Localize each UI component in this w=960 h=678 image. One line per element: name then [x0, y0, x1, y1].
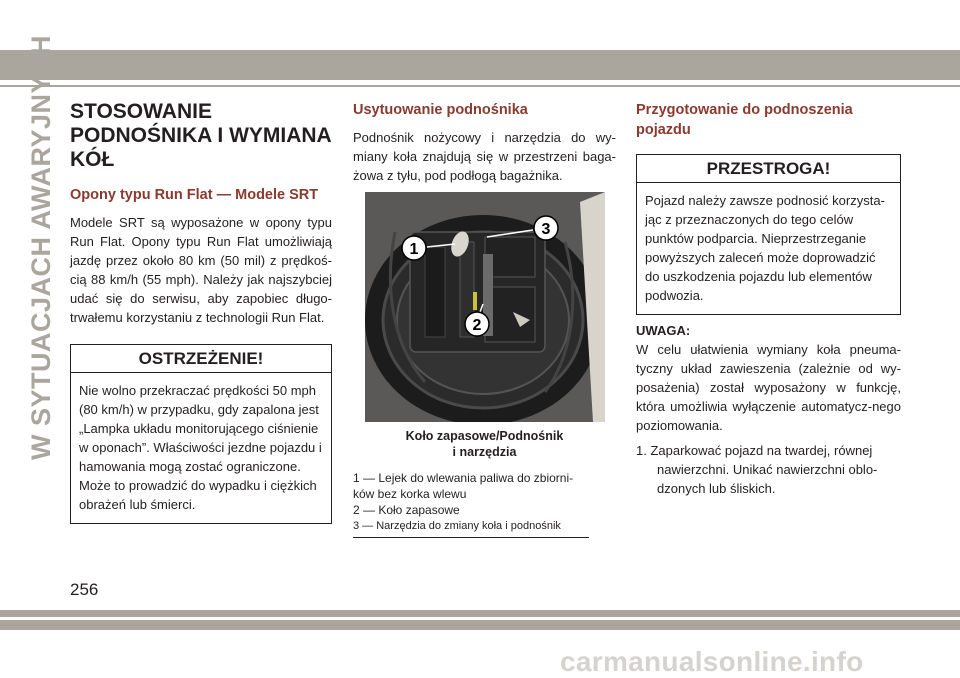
figure-caption-line: i narzędzia	[452, 445, 517, 459]
main-heading-line: PODNOŚNIKA I WYMIANA	[70, 124, 332, 147]
top-header-line	[0, 85, 960, 87]
column-2	[353, 100, 616, 538]
warning-box	[70, 344, 332, 524]
jack-location-paragraph: Podnośnik nożycowy i narzędzia do wy-miany koła znajdują się w przestrzeni baga-żowa z tyłu, pod podłogą bagażnika.	[353, 130, 616, 183]
bottom-footer-bar	[0, 610, 960, 617]
callout-3	[534, 216, 558, 240]
step-text: Zaparkować pojazd na twardej, równej nawierzchni. Unikać nawierzchni oblo-dzonych lub śliskich.	[650, 443, 878, 496]
column-3	[636, 100, 901, 498]
caution-box	[636, 154, 901, 315]
column-1	[70, 100, 332, 524]
legend-line: ków bez korka wlewu	[353, 487, 467, 501]
step-number: 1.	[636, 443, 647, 458]
main-heading-line: STOSOWANIE	[70, 100, 212, 123]
step-item	[636, 441, 901, 498]
figure-legend	[353, 470, 589, 538]
callout-1-label: 1	[409, 241, 419, 258]
run-flat-paragraph: Modele SRT są wyposażone w opony typu Run Flat. Opony typu Run Flat umożliwiają jazdę przez około 80 km (50 mil) z prędkoś-cią 88 km/h (55 mph). Należy jak najszybciej udać się do serwisu, aby zapobiec długo-trwałemu korzystaniu z technologii Run Flat.	[70, 215, 332, 325]
caution-text: Pojazd należy zawsze podnosić korzysta-jąc z przeznaczonych do tego celów punktów podparcia. Nieprzestrzeganie powyższych zaleceń może doprowadzić do uszkodzenia pojazdu lub elementów podwozia.	[645, 193, 885, 303]
jack-location-heading: Usytuowanie podnośnika	[353, 102, 528, 118]
preparation-heading-line: Przygotowanie do podnoszenia	[636, 102, 853, 118]
callout-3-label: 3	[541, 221, 551, 238]
preparation-heading	[636, 100, 901, 140]
main-heading	[70, 100, 332, 172]
top-header-bar	[0, 50, 960, 80]
figure-caption-line: Koło zapasowe/Podnośnik	[405, 429, 564, 443]
spare-wheel-photo	[365, 192, 605, 422]
page-number: 256	[70, 580, 99, 599]
warning-title: OSTRZEŻENIE!	[71, 345, 331, 373]
legend-line: 1 — Lejek do wlewania paliwa do zbiorni-	[353, 471, 574, 485]
preparation-heading-line: pojazdu	[636, 122, 691, 138]
run-flat-subheading: Opony typu Run Flat — Modele SRT	[70, 187, 319, 203]
legend-line: 2 — Koło zapasowe	[353, 503, 460, 517]
callout-2-label: 2	[472, 317, 482, 334]
callout-2	[465, 312, 489, 336]
steps-list	[636, 441, 901, 498]
spare-wheel-illustration	[365, 192, 605, 422]
legend-line: 3 — Narzędzia do zmiany koła i podnośnik	[353, 520, 561, 532]
caution-title: PRZESTROGA!	[637, 155, 900, 183]
figure-caption	[353, 428, 616, 460]
note-label: UWAGA:	[636, 323, 691, 338]
warning-text: Nie wolno przekraczać prędkości 50 mph (80 km/h) w przypadku, gdy zapalona jest „Lampka układu monitorującego ciśnienie w oponach”. Właściwości jezdne pojazdu i hamowania mogą zostać ograniczone. Może to prowadzić do wypadku i ciężkich obrażeń lub śmierci.	[79, 383, 322, 512]
watermark-text: carmanualsonline.info	[560, 646, 864, 677]
note-text: W celu ułatwienia wymiany koła pneuma-tyczny układ zawieszenia (zależnie od wy-posażenia) został wyposażony w funkcję, która umożliwia wyłączenie automatycz-nego poziomowania.	[636, 342, 901, 433]
main-heading-line: KÓŁ	[70, 148, 115, 171]
callout-1	[402, 236, 426, 260]
section-side-title: W SYTUACJACH AWARYJNYCH	[26, 34, 56, 460]
bottom-footer-line	[0, 620, 960, 630]
